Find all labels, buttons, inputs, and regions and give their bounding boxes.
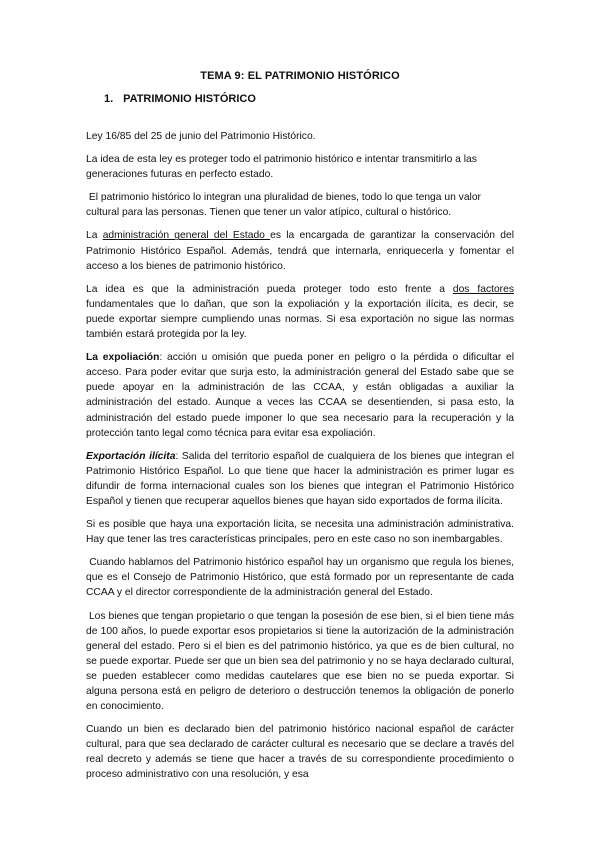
paragraph-administration [86, 228, 514, 273]
paragraph-law-purpose: La idea de esta ley es proteger todo el patrimonio histórico e intentar transmitirlo a las generaciones futuras en perfecto estado. [86, 154, 477, 181]
paragraph-factors-pre: La idea es que la administración pueda proteger todo esto frente a [86, 283, 453, 295]
paragraph-council: Cuando hablamos del Patrimonio histórico español hay un organismo que regula los bienes, que es el Consejo de Patrimonio Histórico, que está formado por un representante de cada CCAA y el director correspondiente de la administración general del Estado. [86, 557, 517, 599]
paragraph-factors-post: fundamentales que lo dañan, que son la expoliación y la exportación ilícita, es decir, se puede exportar siempre cumpliendo unas normas. Si esa exportación no sigue las normas también estará protegida por la ley. [86, 298, 514, 341]
paragraph-illicit-export [86, 449, 514, 509]
paragraph-expoliation [86, 350, 514, 441]
section-heading [104, 93, 514, 105]
administration-underlined-text: administración general del Estado [102, 230, 271, 242]
paragraph-licit-export: Si es posible que haya una exportación licita, se necesita una administración administrativa. Hay que tener las tres características principales, pero en este caso no son inembargables. [86, 519, 514, 546]
document-title: TEMA 9: EL PATRIMONIO HISTÓRICO [200, 70, 400, 82]
expoliation-text: : acción u omisión que pueda poner en peligro o la pérdida o dificultar el acceso. Para poder evitar que surja esto, la administración general del Estado sabe que se puede apoyar en la administración de las CCAA, y están obligadas a auxiliar la administración del estado. Aunque a veces las CCAA se desentienden, si pasa esto, la administración del estado puede imponer lo que sea necesario para la recuperación y la protección tanto legal como técnica para evitar esa expoliación. [86, 352, 514, 439]
section-title: PATRIMONIO HISTÓRICO [123, 93, 256, 105]
section-number: 1. [104, 93, 114, 105]
expoliation-term: La expoliación [86, 352, 160, 364]
paragraph-administration-post: es la encargada de garantizar la conservación del Patrimonio Histórico Español. Además, tendrá que internarla, enriquecerla y fomentar el acceso a los bienes de patrimonio histórico. [86, 230, 514, 272]
paragraph-law-reference: Ley 16/85 del 25 de junio del Patrimonio Histórico. [86, 131, 316, 142]
illicit-export-text: : Salida del territorio español de cualquiera de los bienes que integran el Patrimonio Histórico Español. Lo que tiene que hacer la administración es primer lugar es difundir de forma internacional cuales son los bienes que integran el Patrimonio Histórico Español y tienen que recuperar aquellos bienes que hayan sido exportados de forma ilícita. [86, 450, 514, 507]
factors-underlined-text: dos factores [452, 283, 514, 295]
paragraph-administration-pre: La [86, 230, 103, 242]
paragraph-factors [86, 282, 514, 342]
illicit-export-term: Exportación ilícita [86, 450, 176, 462]
paragraph-owners: Los bienes que tengan propietario o que tengan la posesión de ese bien, si el bien tiene más de 100 años, lo puede exportar esos propietarios si tiene la autorización de la administración general del estado. Pero si el bien es del patrimonio histórico, ya que es de bien cultural, no se puede exportar. Puede ser que un bien sea del patrimonio y no se haya declarado cultural, se pueden establecer como medidas cautelares que ese bien no se pueda exportar. Si alguna persona está en peligro de deterioro o destrucción tenemos la obligación de ponerlo en conocimiento. [86, 610, 517, 713]
paragraph-patrimony-definition: El patrimonio histórico lo integran una pluralidad de bienes, todo lo que tenga un valor cultural para las personas. Tienen que tener un valor atípico, cultural o histórico. [86, 192, 484, 219]
paragraph-declaration: Cuando un bien es declarado bien del patrimonio histórico nacional español de carácter cultural, para que sea declarado de carácter cultural es necesario que se declare a través del real decreto y además se tiene que hacer a través de su correspondiente procedimiento o proceso administrativo con una resolución, y esa [86, 724, 514, 781]
